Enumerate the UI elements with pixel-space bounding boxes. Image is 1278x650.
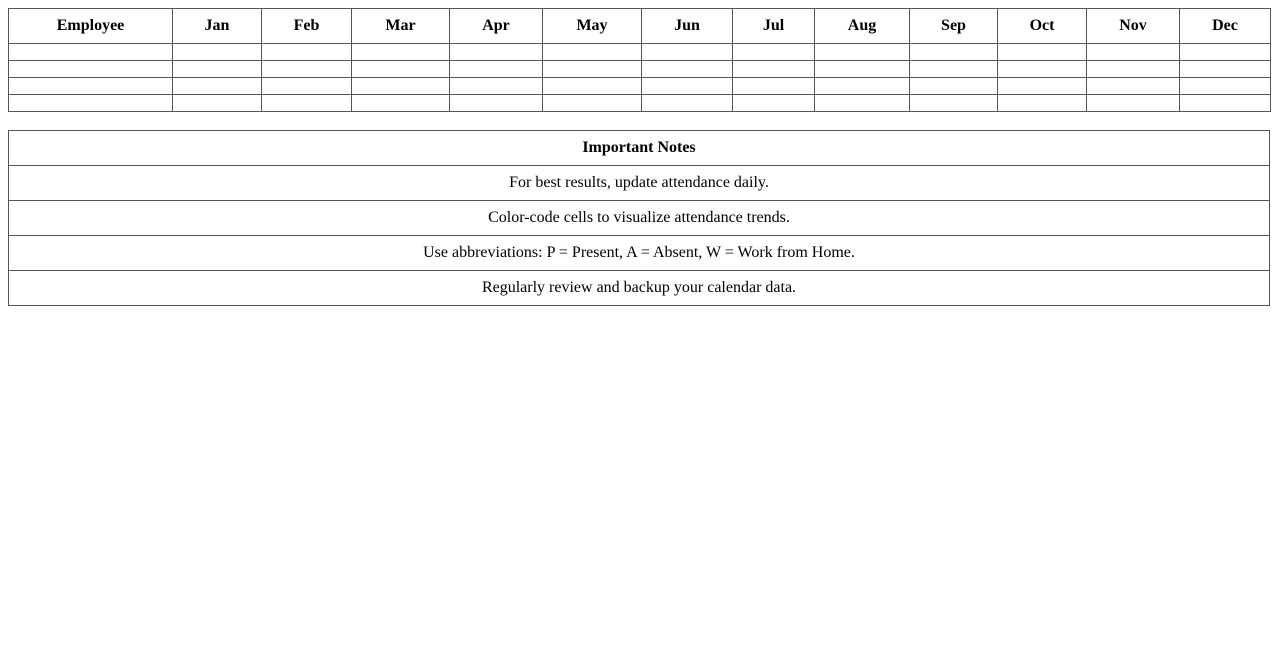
attendance-cell[interactable] xyxy=(1087,95,1180,112)
attendance-cell[interactable] xyxy=(173,78,262,95)
attendance-row xyxy=(9,78,1271,95)
attendance-cell[interactable] xyxy=(910,95,998,112)
attendance-cell[interactable] xyxy=(173,44,262,61)
note-item: Use abbreviations: P = Present, A = Absent, W = Work from Home. xyxy=(9,236,1270,271)
attendance-cell[interactable] xyxy=(262,95,352,112)
note-item: Regularly review and backup your calendar data. xyxy=(9,271,1270,306)
notes-title: Important Notes xyxy=(9,131,1270,166)
attendance-cell[interactable] xyxy=(733,78,815,95)
attendance-cell[interactable] xyxy=(1180,61,1271,78)
attendance-cell[interactable] xyxy=(998,61,1087,78)
attendance-cell[interactable] xyxy=(450,78,543,95)
attendance-cell[interactable] xyxy=(733,44,815,61)
attendance-cell[interactable] xyxy=(642,44,733,61)
attendance-cell[interactable] xyxy=(815,44,910,61)
header-nov: Nov xyxy=(1087,9,1180,44)
attendance-cell[interactable] xyxy=(450,61,543,78)
note-row xyxy=(9,236,1270,271)
attendance-cell[interactable] xyxy=(815,95,910,112)
note-row xyxy=(9,166,1270,201)
attendance-cell[interactable] xyxy=(543,78,642,95)
attendance-cell[interactable] xyxy=(910,78,998,95)
attendance-cell[interactable] xyxy=(543,95,642,112)
attendance-cell[interactable] xyxy=(352,44,450,61)
attendance-cell[interactable] xyxy=(1087,61,1180,78)
note-item: Color-code cells to visualize attendance trends. xyxy=(9,201,1270,236)
attendance-cell[interactable] xyxy=(642,61,733,78)
header-aug: Aug xyxy=(815,9,910,44)
attendance-row xyxy=(9,95,1271,112)
note-row xyxy=(9,271,1270,306)
header-oct: Oct xyxy=(998,9,1087,44)
attendance-cell[interactable] xyxy=(998,44,1087,61)
employee-cell[interactable] xyxy=(9,95,173,112)
note-item: For best results, update attendance daily. xyxy=(9,166,1270,201)
attendance-cell[interactable] xyxy=(815,78,910,95)
notes-header-row xyxy=(9,131,1270,166)
attendance-cell[interactable] xyxy=(543,61,642,78)
attendance-cell[interactable] xyxy=(998,78,1087,95)
header-jan: Jan xyxy=(173,9,262,44)
attendance-cell[interactable] xyxy=(1180,95,1271,112)
header-feb: Feb xyxy=(262,9,352,44)
attendance-cell[interactable] xyxy=(262,61,352,78)
employee-cell[interactable] xyxy=(9,61,173,78)
attendance-cell[interactable] xyxy=(352,78,450,95)
attendance-cell[interactable] xyxy=(1180,78,1271,95)
attendance-body xyxy=(9,44,1271,112)
attendance-cell[interactable] xyxy=(642,78,733,95)
attendance-row xyxy=(9,61,1271,78)
header-jul: Jul xyxy=(733,9,815,44)
header-employee: Employee xyxy=(9,9,173,44)
attendance-cell[interactable] xyxy=(910,44,998,61)
attendance-cell[interactable] xyxy=(352,95,450,112)
attendance-table xyxy=(8,8,1271,112)
header-jun: Jun xyxy=(642,9,733,44)
attendance-cell[interactable] xyxy=(543,44,642,61)
header-apr: Apr xyxy=(450,9,543,44)
attendance-cell[interactable] xyxy=(173,95,262,112)
attendance-cell[interactable] xyxy=(815,61,910,78)
header-mar: Mar xyxy=(352,9,450,44)
header-dec: Dec xyxy=(1180,9,1271,44)
notes-table xyxy=(8,130,1270,306)
attendance-row xyxy=(9,44,1271,61)
attendance-cell[interactable] xyxy=(450,95,543,112)
attendance-cell[interactable] xyxy=(1087,44,1180,61)
attendance-cell[interactable] xyxy=(450,44,543,61)
attendance-cell[interactable] xyxy=(173,61,262,78)
header-sep: Sep xyxy=(910,9,998,44)
attendance-cell[interactable] xyxy=(352,61,450,78)
attendance-cell[interactable] xyxy=(733,61,815,78)
attendance-cell[interactable] xyxy=(642,95,733,112)
employee-cell[interactable] xyxy=(9,78,173,95)
attendance-cell[interactable] xyxy=(998,95,1087,112)
attendance-cell[interactable] xyxy=(1180,44,1271,61)
attendance-cell[interactable] xyxy=(733,95,815,112)
note-row xyxy=(9,201,1270,236)
attendance-cell[interactable] xyxy=(262,44,352,61)
attendance-header-row xyxy=(9,9,1271,44)
attendance-cell[interactable] xyxy=(910,61,998,78)
header-may: May xyxy=(543,9,642,44)
employee-cell[interactable] xyxy=(9,44,173,61)
attendance-cell[interactable] xyxy=(262,78,352,95)
attendance-cell[interactable] xyxy=(1087,78,1180,95)
